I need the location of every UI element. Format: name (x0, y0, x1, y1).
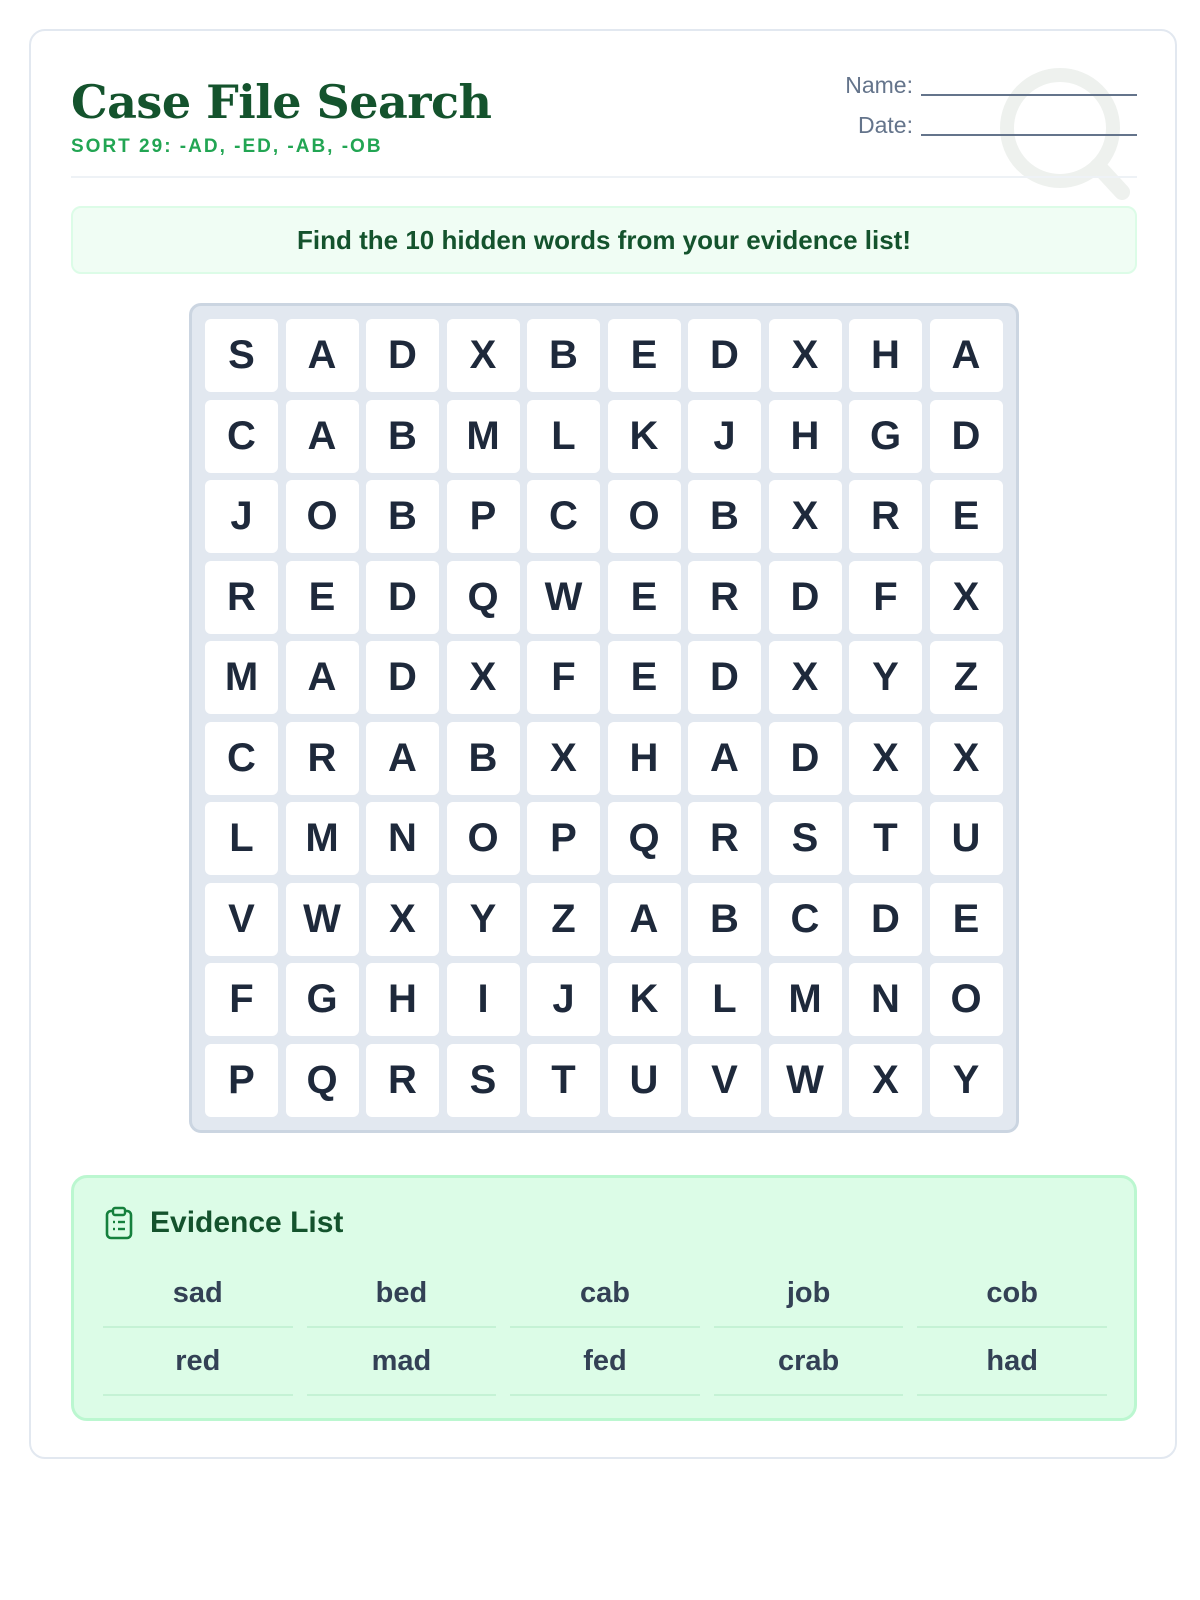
grid-cell[interactable]: N (849, 963, 922, 1036)
grid-cell[interactable]: A (286, 400, 359, 473)
grid-cell[interactable]: C (527, 480, 600, 553)
grid-cell[interactable]: X (849, 1044, 922, 1117)
grid-cell[interactable]: D (769, 561, 842, 634)
evidence-word: crab (714, 1328, 904, 1396)
grid-cell[interactable]: P (527, 802, 600, 875)
grid-cell[interactable]: Y (447, 883, 520, 956)
evidence-word: cab (510, 1260, 700, 1328)
grid-cell[interactable]: X (366, 883, 439, 956)
grid-cell[interactable]: D (366, 561, 439, 634)
page-title: Case File Search (71, 75, 492, 129)
grid-cell[interactable]: M (769, 963, 842, 1036)
instruction-banner (71, 206, 1137, 274)
grid-cell[interactable]: J (688, 400, 761, 473)
evidence-word: mad (307, 1328, 497, 1396)
grid-cell[interactable]: D (930, 400, 1003, 473)
evidence-header (104, 1206, 343, 1240)
grid-cell[interactable]: H (769, 400, 842, 473)
grid-cell[interactable]: K (608, 400, 681, 473)
grid-cell[interactable]: A (608, 883, 681, 956)
grid-cell[interactable]: A (286, 319, 359, 392)
grid-cell[interactable]: B (527, 319, 600, 392)
grid-cell[interactable]: Z (527, 883, 600, 956)
grid-cell[interactable]: E (608, 561, 681, 634)
grid-cell[interactable]: H (849, 319, 922, 392)
grid-cell[interactable]: J (205, 480, 278, 553)
name-field[interactable] (845, 72, 1137, 99)
grid-cell[interactable]: O (286, 480, 359, 553)
grid-cell[interactable]: J (527, 963, 600, 1036)
grid-cell[interactable]: A (688, 722, 761, 795)
grid-cell[interactable]: A (930, 319, 1003, 392)
grid-cell[interactable]: S (769, 802, 842, 875)
page-subtitle: SORT 29: -AD, -ED, -AB, -OB (71, 136, 383, 157)
grid-cell[interactable]: U (608, 1044, 681, 1117)
grid-cell[interactable]: B (688, 480, 761, 553)
grid-cell[interactable]: E (930, 480, 1003, 553)
grid-cell[interactable]: R (849, 480, 922, 553)
grid-cell[interactable]: L (688, 963, 761, 1036)
grid-cell[interactable]: Y (849, 641, 922, 714)
grid-cell[interactable]: F (205, 963, 278, 1036)
grid-cell[interactable]: S (205, 319, 278, 392)
evidence-word: had (917, 1328, 1107, 1396)
grid-cell[interactable]: T (527, 1044, 600, 1117)
grid-cell[interactable]: W (286, 883, 359, 956)
grid-cell[interactable]: W (769, 1044, 842, 1117)
grid-cell[interactable]: M (447, 400, 520, 473)
name-line[interactable] (921, 94, 1137, 96)
grid-cell[interactable]: B (688, 883, 761, 956)
grid-cell[interactable]: A (286, 641, 359, 714)
grid-cell[interactable]: D (849, 883, 922, 956)
grid-cell[interactable]: X (447, 319, 520, 392)
date-label: Date: (858, 112, 913, 138)
grid-cell[interactable]: C (205, 400, 278, 473)
grid-cell[interactable]: B (366, 400, 439, 473)
grid-cell[interactable]: X (527, 722, 600, 795)
grid-cell[interactable]: C (769, 883, 842, 956)
evidence-title: Evidence List (150, 1206, 344, 1239)
grid-cell[interactable]: L (205, 802, 278, 875)
grid-cell[interactable]: R (366, 1044, 439, 1117)
grid-cell[interactable]: H (608, 722, 681, 795)
evidence-words (103, 1260, 1107, 1396)
grid-cell[interactable]: L (527, 400, 600, 473)
grid-cell[interactable]: M (286, 802, 359, 875)
grid-cell[interactable]: G (849, 400, 922, 473)
grid-cell[interactable]: D (688, 319, 761, 392)
grid-cell[interactable]: X (930, 722, 1003, 795)
grid-cell[interactable]: R (286, 722, 359, 795)
grid-cell[interactable]: O (930, 963, 1003, 1036)
grid-cell[interactable]: P (205, 1044, 278, 1117)
grid-cell[interactable]: X (769, 319, 842, 392)
grid-cell[interactable]: S (447, 1044, 520, 1117)
grid-cell[interactable]: V (205, 883, 278, 956)
grid-cell[interactable]: Z (930, 641, 1003, 714)
grid-cell[interactable]: D (366, 641, 439, 714)
grid-cell[interactable]: W (527, 561, 600, 634)
grid-cell[interactable]: K (608, 963, 681, 1036)
name-label: Name: (845, 72, 913, 98)
grid-cell[interactable]: F (527, 641, 600, 714)
grid-cell[interactable]: P (447, 480, 520, 553)
instruction-text: Find the 10 hidden words from your evidence list! (297, 224, 911, 255)
word-search-grid (189, 303, 1019, 1133)
evidence-word: bed (307, 1260, 497, 1328)
grid-cell[interactable]: X (447, 641, 520, 714)
grid-cell[interactable]: R (205, 561, 278, 634)
grid-cell[interactable]: T (849, 802, 922, 875)
grid-cell[interactable]: E (608, 319, 681, 392)
grid-cell[interactable]: D (769, 722, 842, 795)
grid-cell[interactable]: R (688, 802, 761, 875)
grid-cell[interactable]: R (688, 561, 761, 634)
grid-cell[interactable]: Y (930, 1044, 1003, 1117)
grid-cell[interactable]: E (286, 561, 359, 634)
grid-cell[interactable]: H (366, 963, 439, 1036)
grid-cell[interactable]: X (930, 561, 1003, 634)
evidence-word: fed (510, 1328, 700, 1396)
grid-cell[interactable]: G (286, 963, 359, 1036)
grid-cell[interactable]: C (205, 722, 278, 795)
grid-cell[interactable]: U (930, 802, 1003, 875)
evidence-word: red (103, 1328, 293, 1396)
grid-cell[interactable]: O (447, 802, 520, 875)
grid-cell[interactable]: O (608, 480, 681, 553)
grid-cell[interactable]: M (205, 641, 278, 714)
header-divider (71, 176, 1137, 178)
date-line[interactable] (921, 134, 1137, 136)
grid-cell[interactable]: Q (286, 1044, 359, 1117)
grid-cell[interactable]: D (688, 641, 761, 714)
grid-cell[interactable]: E (608, 641, 681, 714)
grid-cell[interactable]: V (688, 1044, 761, 1117)
grid-cell[interactable]: D (366, 319, 439, 392)
grid-cell[interactable]: A (366, 722, 439, 795)
evidence-word: job (714, 1260, 904, 1328)
grid-cell[interactable]: X (849, 722, 922, 795)
clipboard-icon (104, 1206, 134, 1240)
grid-cell[interactable]: X (769, 641, 842, 714)
grid-cell[interactable]: Q (447, 561, 520, 634)
evidence-word: cob (917, 1260, 1107, 1328)
grid-cell[interactable]: X (769, 480, 842, 553)
grid-cell[interactable]: Q (608, 802, 681, 875)
grid-cell[interactable]: N (366, 802, 439, 875)
grid-cell[interactable]: I (447, 963, 520, 1036)
evidence-list-panel (71, 1175, 1137, 1421)
date-field[interactable] (858, 112, 1137, 139)
evidence-word: sad (103, 1260, 293, 1328)
grid-cell[interactable]: F (849, 561, 922, 634)
grid-cell[interactable]: B (366, 480, 439, 553)
grid-cell[interactable]: E (930, 883, 1003, 956)
grid-cell[interactable]: B (447, 722, 520, 795)
